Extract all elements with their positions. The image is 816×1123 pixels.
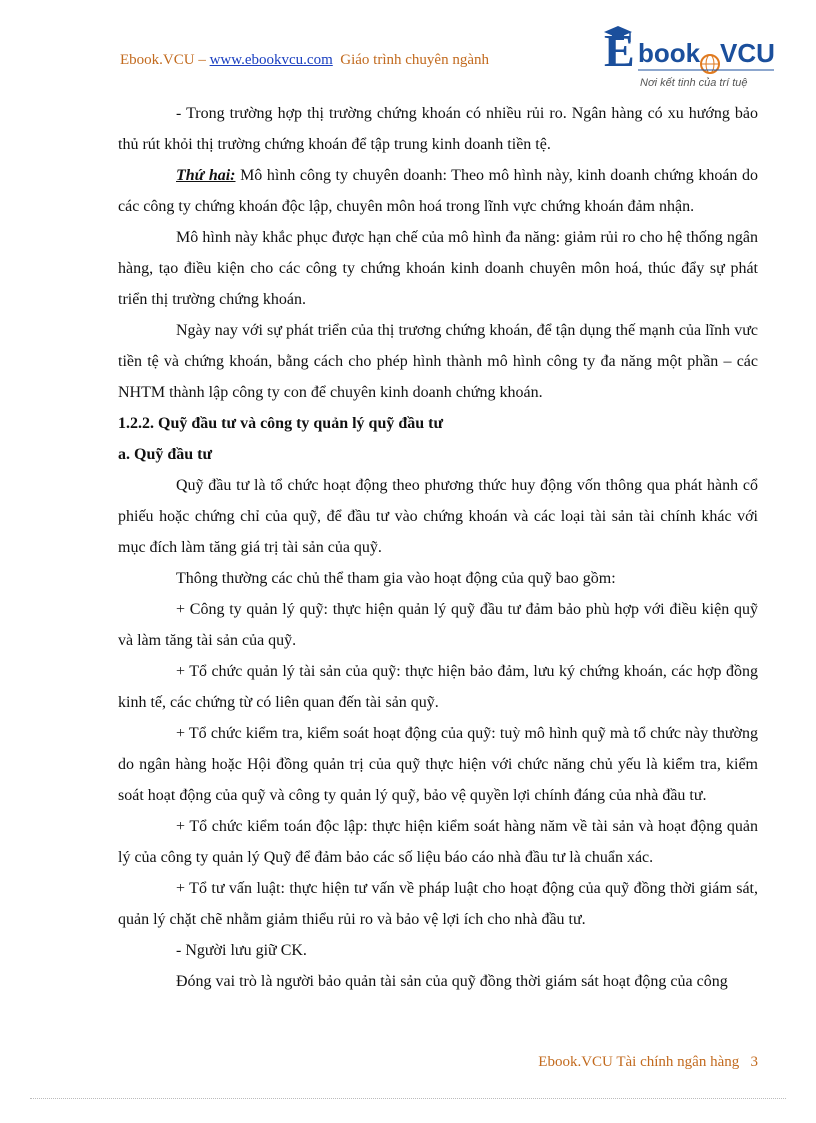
paragraph-8: + Tổ chức quản lý tài sản của quỹ: thực hiện bảo đảm, lưu ký chứng khoán, các hợp đồng kinh tế, các chứng từ có liên quan đến tài sản quỹ.	[118, 663, 758, 711]
paragraph-12: - Người lưu giữ CK.	[176, 942, 307, 959]
paragraph-3: Mô hình này khắc phục được hạn chế của mô hình đa năng: giảm rủi ro cho hệ thống ngân hàng, tạo điều kiện cho các công ty chứng khoán kinh doanh chuyên môn hoá, thúc đẩy sự phát triển thị trường chứng khoán.	[118, 229, 758, 308]
paragraph-2	[118, 160, 758, 222]
svg-text:book: book	[638, 38, 701, 68]
page-number: 3	[750, 1054, 758, 1070]
subsection-heading-a: a. Quỹ đầu tư	[118, 446, 213, 463]
paragraph-7: + Công ty quản lý quỹ: thực hiện quản lý quỹ đầu tư đảm bảo phù hợp với điều kiện quỹ và làm tăng tài sản của quỹ.	[118, 601, 758, 649]
document-body	[118, 98, 758, 997]
header-dash: –	[194, 52, 210, 68]
ebook-vcu-logo	[598, 14, 778, 100]
paragraph-2-lead: Thứ hai:	[176, 167, 236, 184]
svg-text:Nơi kết tinh của trí tuệ: Nơi kết tinh của trí tuệ	[640, 77, 748, 89]
paragraph-13: Đóng vai trò là người bảo quản tài sản của quỹ đồng thời giám sát hoạt động của công	[176, 973, 728, 990]
paragraph-6: Thông thường các chủ thể tham gia vào hoạt động của quỹ bao gồm:	[176, 570, 616, 587]
page-footer	[538, 1054, 758, 1071]
section-heading-1-2-2: 1.2.2. Quỹ đầu tư và công ty quản lý quỹ đầu tư	[118, 415, 444, 432]
svg-text:VCU: VCU	[720, 38, 775, 68]
paragraph-1: - Trong trường hợp thị trường chứng khoán có nhiều rủi ro. Ngân hàng có xu hướng bảo thủ rút khỏi thị trường chứng khoán để tập trung kinh doanh tiền tệ.	[118, 105, 758, 153]
bottom-divider	[30, 1098, 786, 1099]
page-header	[120, 52, 489, 69]
paragraph-9: + Tổ chức kiểm tra, kiểm soát hoạt động của quỹ: tuỳ mô hình quỹ mà tổ chức này thường do ngân hàng hoặc Hội đồng quản trị của quỹ thực hiện với chức năng chủ yếu là kiểm tra, kiểm soát hoạt động của quỹ và công ty quản lý quỹ, bảo vệ quyền lợi chính đáng của nhà đầu tư.	[118, 725, 758, 804]
svg-text:E: E	[604, 25, 635, 76]
paragraph-4: Ngày nay với sự phát triển của thị trương chứng khoán, để tận dụng thế mạnh của lĩnh vưc tiền tệ và chứng khoán, bằng cách cho phép hình thành mô hình công ty đa năng một phần – các NHTM thành lập công ty con để chuyên kinh doanh chứng khoán.	[118, 322, 758, 401]
paragraph-10: + Tổ chức kiểm toán độc lập: thực hiện kiểm soát hàng năm về tài sản và hoạt động quản lý của công ty quản lý Quỹ để đảm bảo các số liệu báo cáo nhà đầu tư là chuẩn xác.	[118, 818, 758, 866]
paragraph-2-text: Mô hình công ty chuyên doanh: Theo mô hình này, kinh doanh chứng khoán do các công ty chứng khoán độc lập, chuyên môn hoá trong lĩnh vực chứng khoán đảm nhận.	[118, 167, 758, 215]
paragraph-11: + Tổ tư vấn luật: thực hiện tư vấn về pháp luật cho hoạt động của quỹ đồng thời giám sát, quản lý chặt chẽ nhằm giảm thiểu rủi ro và bảo vệ lợi ích cho nhà đầu tư.	[118, 880, 758, 928]
header-brand: Ebook.VCU	[120, 52, 195, 68]
paragraph-5: Quỹ đầu tư là tổ chức hoạt động theo phương thức huy động vốn thông qua phát hành cổ phiếu hoặc chứng chỉ của quỹ, để đầu tư vào chứng khoán và các loại tài sản tài chính khác với mục đích làm tăng giá trị tài sản của quỹ.	[118, 477, 758, 556]
footer-text: Ebook.VCU Tài chính ngân hàng	[538, 1054, 740, 1070]
header-subtitle: Giáo trình chuyên ngành	[340, 52, 489, 68]
header-url-link[interactable]: www.ebookvcu.com	[209, 52, 333, 68]
